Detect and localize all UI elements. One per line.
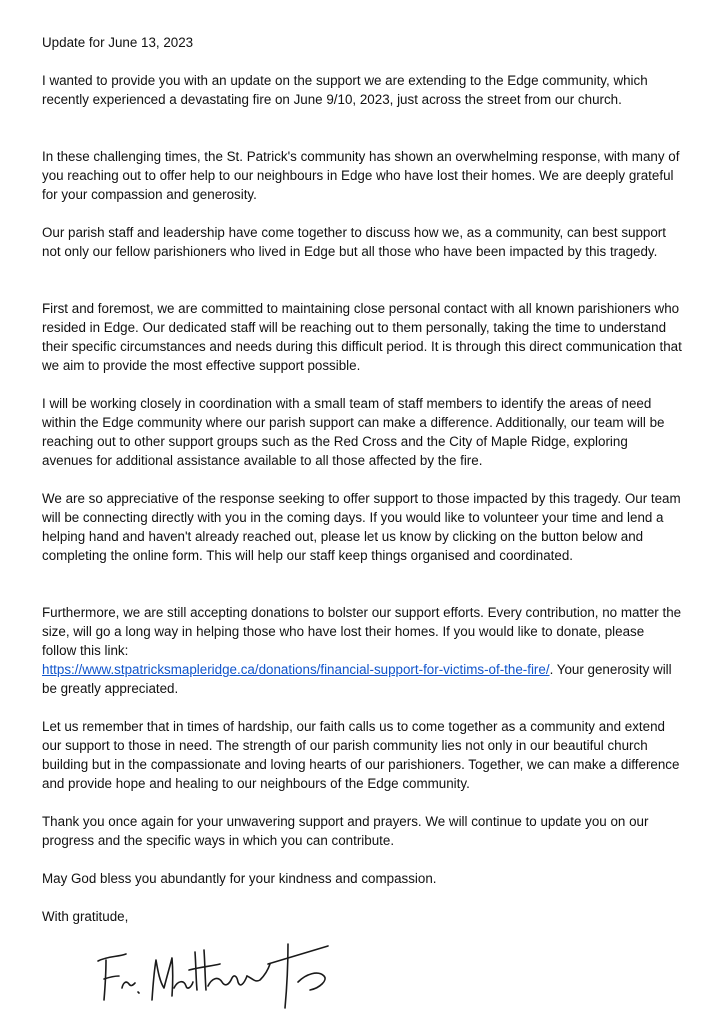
paragraph-volunteer: We are so appreciative of the response seeking to offer support to those impacted by this tragedy. Our team will be connecting directly with you in the coming days. If you would like to volunteer your time and lend a helping hand and haven't already reached out, please let us know by clicking on the button below and completing the online form. This will help our staff keep things organised and coordinated. <box>42 491 681 563</box>
paragraph-faith: Let us remember that in times of hardship, our faith calls us to come together as a community and extend our support to those in need. The strength of our parish community lies not only in our beautiful church building but in the compassionate and loving hearts of our parishioners. Together, we can make a difference and provide hope and healing to our neighbours of the Edge community. <box>42 719 680 791</box>
donation-link[interactable]: https://www.stpatricksmapleridge.ca/donations/financial-support-for-victims-of-the-fire/ <box>42 662 550 677</box>
donations-text-after: . Your generosity will be greatly appreciated. <box>42 662 672 696</box>
paragraph-leadership: Our parish staff and leadership have come together to discuss how we, as a community, can best support not only our fellow parishioners who lived in Edge but all those who have been impacted by this tragedy. <box>42 225 666 259</box>
paragraph-personal-contact: First and foremost, we are committed to maintaining close personal contact with all known parishioners who resided in Edge. Our dedicated staff will be reaching out to them personally, taking the time to understand their specific circumstances and needs during this difficult period. It is through this direct communication that we aim to provide the most effective support possible. <box>42 301 682 373</box>
closing-line: With gratitude, <box>42 909 129 924</box>
paragraph-community-response: In these challenging times, the St. Patrick's community has shown an overwhelming response, with many of you reaching out to offer help to our neighbours in Edge who have lost their homes. We are deeply grateful for your compassion and generosity. <box>42 149 680 202</box>
paragraph-thanks: Thank you once again for your unwavering support and prayers. We will continue to update you on our progress and the specific ways in which you can contribute. <box>42 814 649 848</box>
signature-image <box>92 930 352 1010</box>
paragraph-intro: I wanted to provide you with an update on the support we are extending to the Edge community, which recently experienced a devastating fire on June 9/10, 2023, just across the street from our church. <box>42 73 648 107</box>
paragraph-donations <box>42 603 682 698</box>
paragraph-blessing: May God bless you abundantly for your kindness and compassion. <box>42 871 437 886</box>
paragraph-coordination: I will be working closely in coordination with a small team of staff members to identify the areas of need within the Edge community where our parish support can make a difference. Additionally, our team will be reaching out to other support groups such as the Red Cross and the City of Maple Ridge, exploring avenues for additional assistance available to all those affected by the fire. <box>42 396 665 468</box>
donations-text: Furthermore, we are still accepting donations to bolster our support efforts. Every contribution, no matter the size, will go a long way in helping those who have lost their homes. If you would like to donate, please follow this link: <box>42 605 682 658</box>
date-line: Update for June 13, 2023 <box>42 35 194 50</box>
